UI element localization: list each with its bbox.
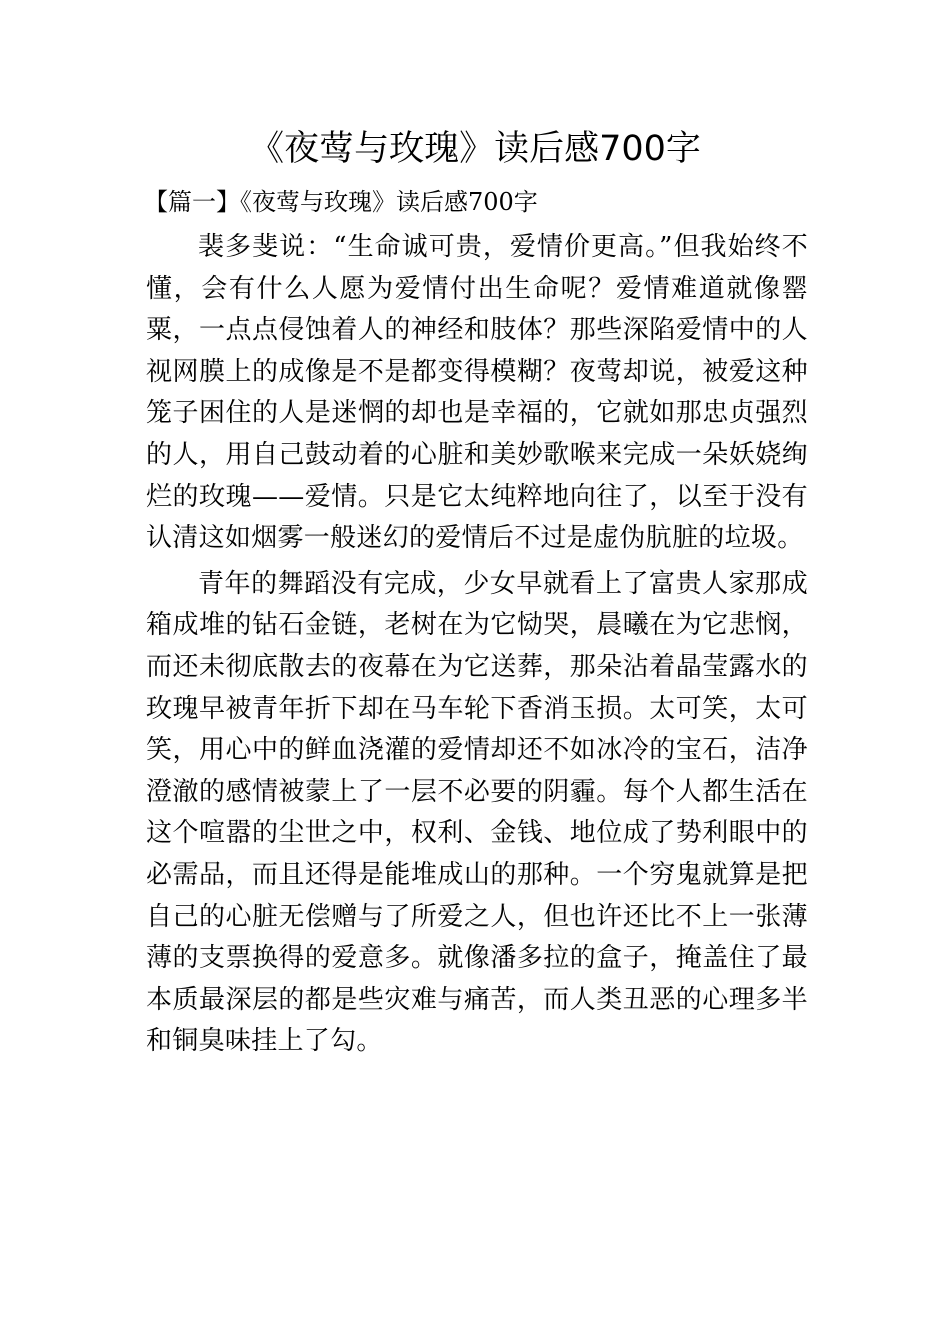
page-title: 《夜莺与玫瑰》读后感700字 bbox=[249, 129, 701, 169]
section-heading: 【篇一】《夜莺与玫瑰》读后感700字 bbox=[144, 188, 538, 216]
body-text bbox=[146, 227, 808, 1067]
paragraph-2: 青年的舞蹈没有完成，少女早就看上了富贵人家那成箱成堆的钻石金链，老树在为它恸哭，晨曦在为它悲悯，而还未彻底散去的夜幕在为它送葬，那朵沾着晶莹露水的玫瑰早被青年折下却在马车轮下香消玉损。太可笑，太可笑，用心中的鲜血浇灌的爱情却还不如冰冷的宝石，洁净澄澈的感情被蒙上了一层不必要的阴霾。每个人都生活在这个喧嚣的尘世之中，权利、金钱、地位成了势利眼中的必需品，而且还得是能堆成山的那种。一个穷鬼就算是把自己的心脏无偿赠与了所爱之人，但也许还比不上一张薄薄的支票换得的爱意多。就像潘多拉的盒子，掩盖住了最本质最深层的都是些灾难与痛苦，而人类丑恶的心理多半和铜臭味挂上了勾。 bbox=[146, 568, 808, 1057]
paragraph-1: 裴多斐说：“生命诚可贵，爱情价更高。”但我始终不懂，会有什么人愿为爱情付出生命呢？爱情难道就像罂粟，一点点侵蚀着人的神经和肢体？那些深陷爱情中的人视网膜上的成像是不是都变得模糊？夜莺却说，被爱这种笼子困住的人是迷惘的却也是幸福的，它就如那忠贞强烈的人，用自己鼓动着的心脏和美妙歌喉来完成一朵妖娆绚烂的玫瑰——爱情。只是它太纯粹地向往了，以至于没有认清这如烟雾一般迷幻的爱情后不过是虚伪肮脏的垃圾。 bbox=[146, 232, 808, 554]
